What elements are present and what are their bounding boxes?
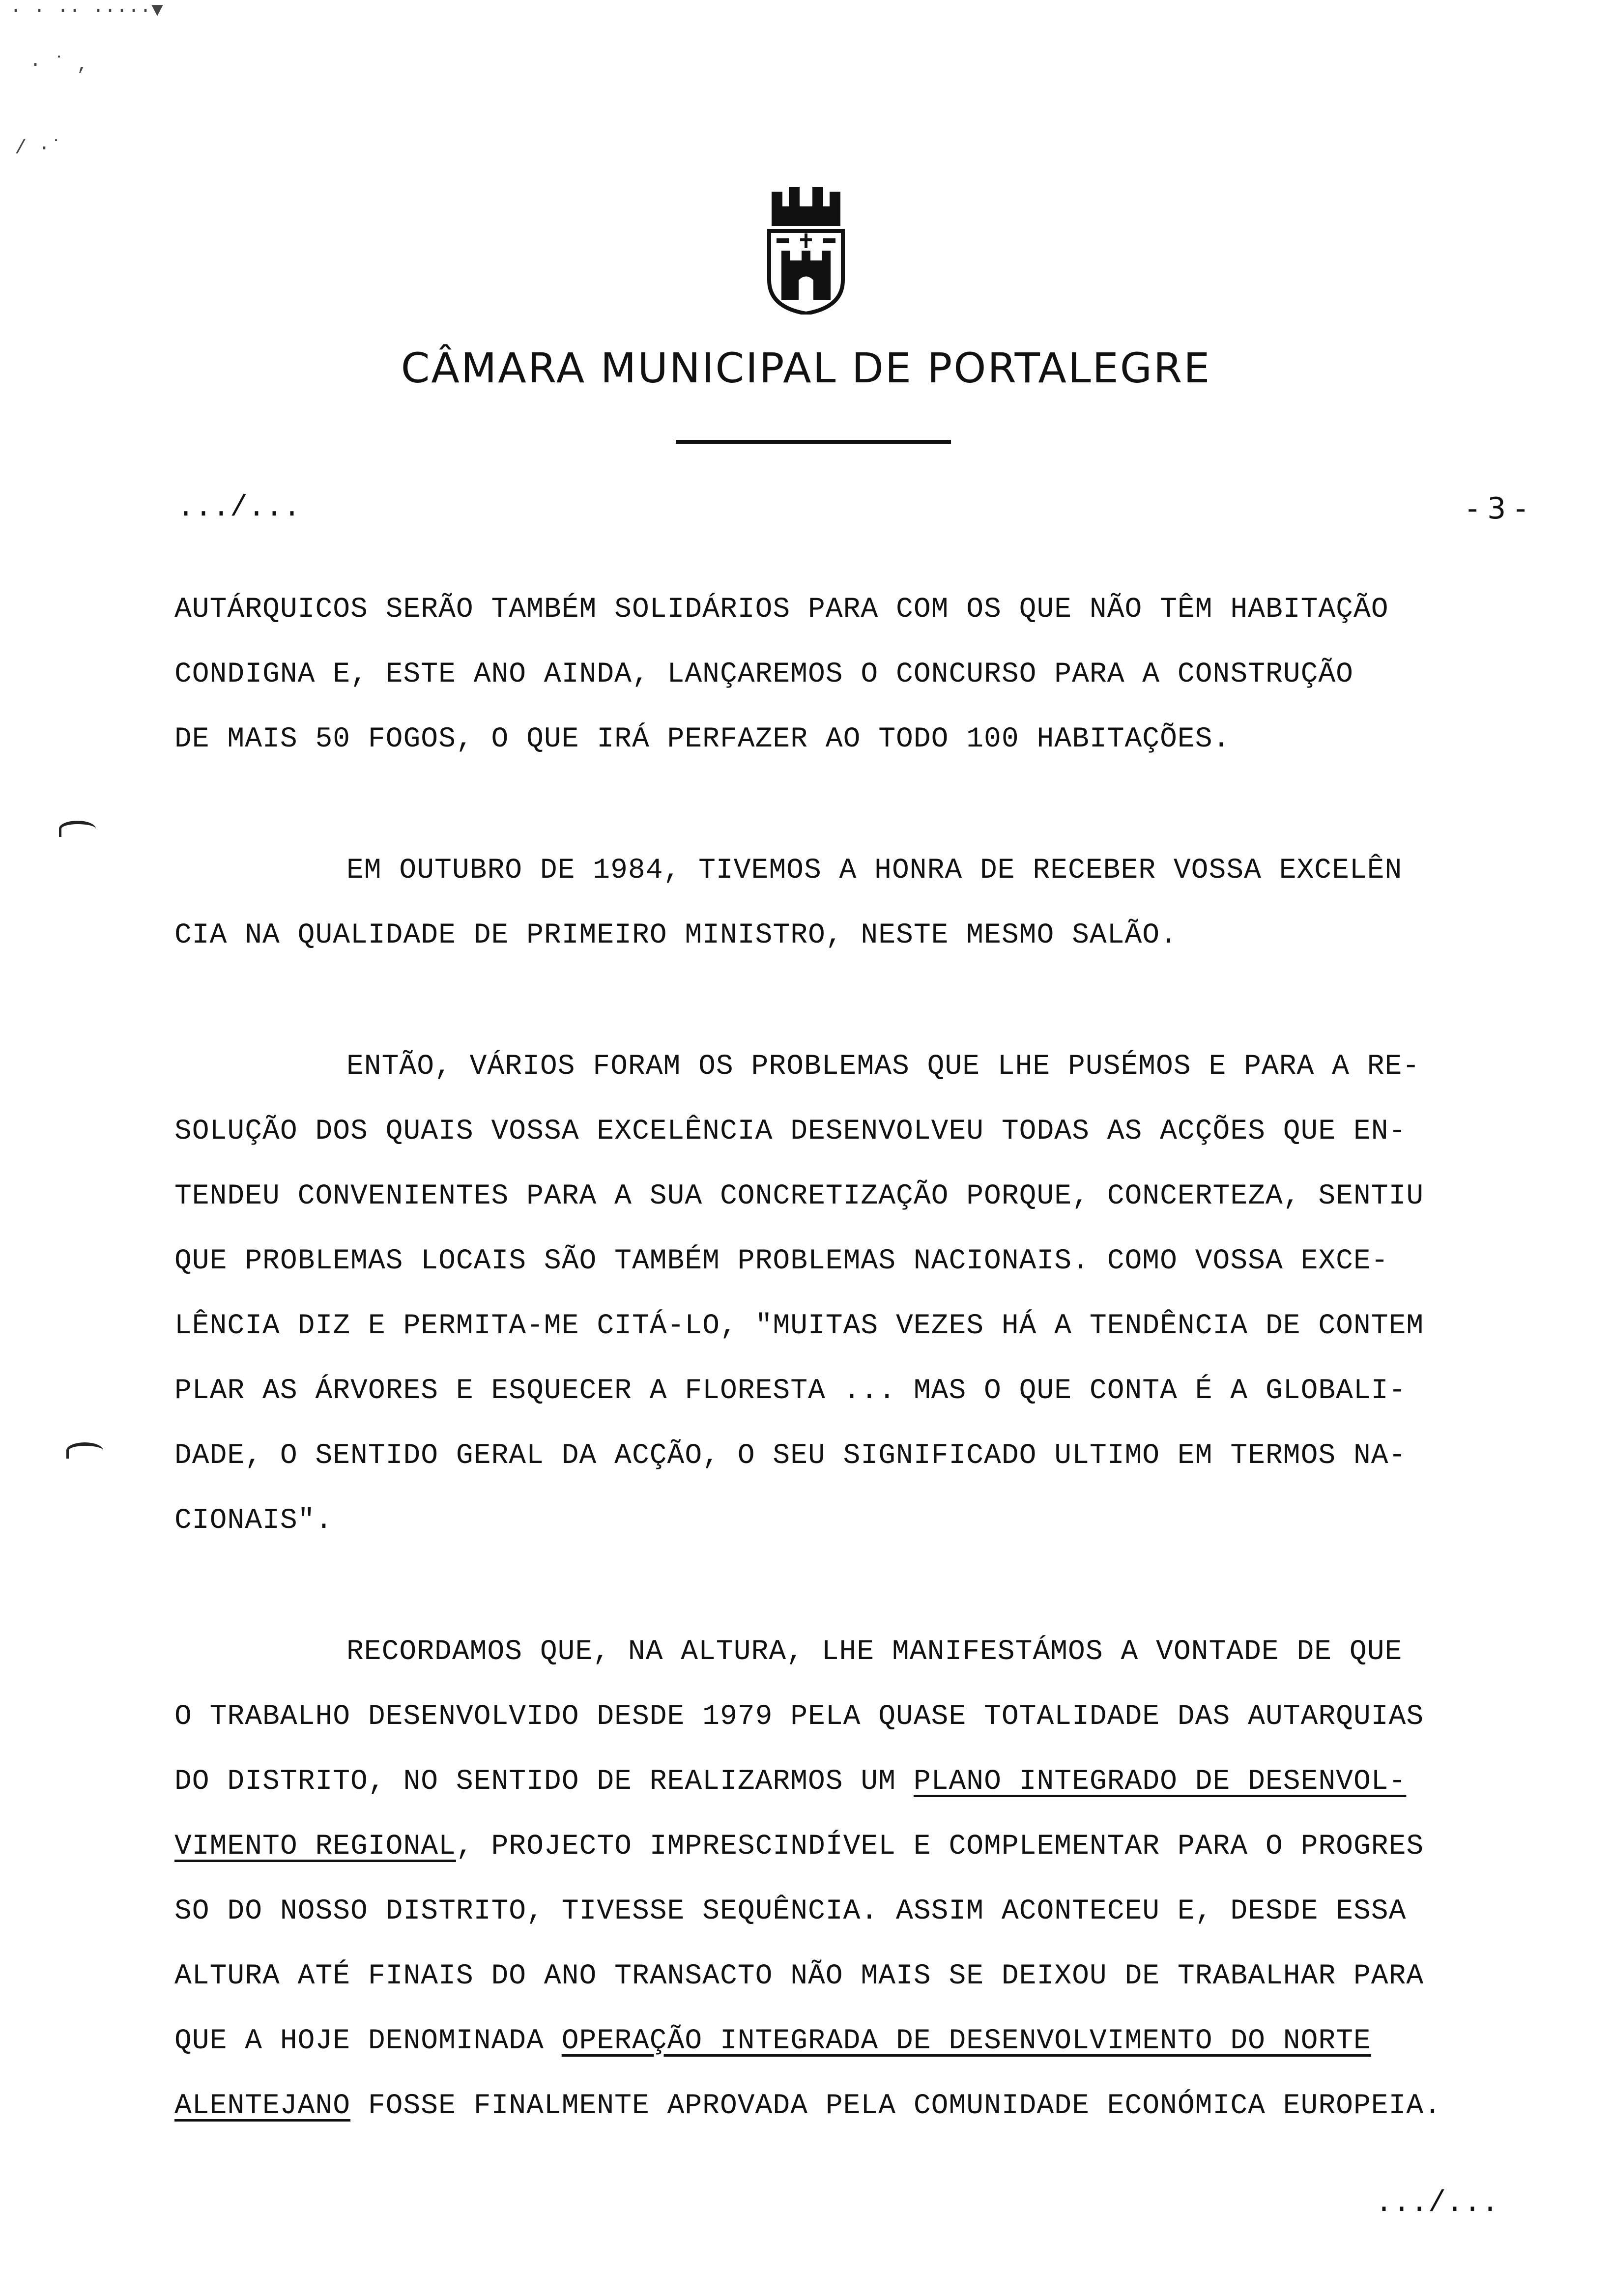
- organization-name: CÂMARA MUNICIPAL DE PORTALEGRE: [401, 344, 1211, 392]
- text-span: QUE A HOJE DENOMINADA: [174, 2025, 562, 2057]
- letter-body: [174, 577, 1560, 2139]
- text-line: ENTÃO, VÁRIOS FORAM OS PROBLEMAS QUE LHE PUSÉMOS E PARA A RE-: [346, 1051, 1420, 1083]
- underlined-plan-title-cont: VIMENTO REGIONAL: [174, 1831, 456, 1863]
- text-line: CONDIGNA E, ESTE ANO AINDA, LANÇAREMOS O CONCURSO PARA A CONSTRUÇÃO: [174, 659, 1353, 690]
- continuation-marker-bottom: .../...: [1375, 2187, 1499, 2220]
- text-line: LÊNCIA DIZ E PERMITA-ME CITÁ-LO, "MUITAS VEZES HÁ A TENDÊNCIA DE CONTEM: [174, 1310, 1424, 1342]
- text-line: PLAR AS ÁRVORES E ESQUECER A FLORESTA ... MAS O QUE CONTA É A GLOBALI-: [174, 1375, 1407, 1407]
- text-span: FOSSE FINALMENTE APROVADA PELA COMUNIDADE ECONÓMICA EUROPEIA.: [350, 2090, 1442, 2122]
- text-line: CIA NA QUALIDADE DE PRIMEIRO MINISTRO, NESTE MESMO SALÃO.: [174, 919, 1178, 951]
- text-line: O TRABALHO DESENVOLVIDO DESDE 1979 PELA QUASE TOTALIDADE DAS AUTARQUIAS: [174, 1701, 1424, 1733]
- paragraph-2: [174, 838, 1560, 968]
- punch-hole-mark: [59, 821, 96, 837]
- paragraph-1: [174, 577, 1560, 772]
- punch-hole-mark: [66, 1442, 103, 1459]
- scan-smudge: · · ·· ·····▼: [10, 0, 164, 22]
- text-line: [174, 1814, 1560, 1879]
- scan-smudge: · ˙ ,: [29, 54, 89, 76]
- text-line: CIONAIS".: [174, 1505, 333, 1537]
- continuation-marker-top: .../...: [177, 491, 301, 525]
- page-number: - 3 -: [1467, 491, 1526, 526]
- text-line: SO DO NOSSO DISTRITO, TIVESSE SEQUÊNCIA. ASSIM ACONTECEU E, DESDE ESSA: [174, 1895, 1407, 1927]
- text-line: SOLUÇÃO DOS QUAIS VOSSA EXCELÊNCIA DESENVOLVEU TODAS AS ACÇÕES QUE EN-: [174, 1116, 1407, 1148]
- text-line: [174, 2074, 1560, 2139]
- text-line: QUE PROBLEMAS LOCAIS SÃO TAMBÉM PROBLEMAS NACIONAIS. COMO VOSSA EXCE-: [174, 1245, 1389, 1277]
- text-line: ALTURA ATÉ FINAIS DO ANO TRANSACTO NÃO MAIS SE DEIXOU DE TRABALHAR PARA: [174, 1960, 1424, 1992]
- text-line: RECORDAMOS QUE, NA ALTURA, LHE MANIFESTÁMOS A VONTADE DE QUE: [346, 1636, 1403, 1668]
- text-line: TENDEU CONVENIENTES PARA A SUA CONCRETIZAÇÃO PORQUE, CONCERTEZA, SENTIU: [174, 1180, 1424, 1212]
- underlined-operation-title: OPERAÇÃO INTEGRADA DE DESENVOLVIMENTO DO NORTE: [561, 2025, 1371, 2057]
- text-line: [174, 2009, 1560, 2074]
- municipal-coat-of-arms-icon: [762, 187, 850, 315]
- text-line: [174, 1750, 1560, 1814]
- letterhead-rule: [676, 440, 951, 444]
- paragraph-3: [174, 1034, 1560, 1553]
- text-span: , PROJECTO IMPRESCINDÍVEL E COMPLEMENTAR PARA O PROGRES: [456, 1831, 1424, 1863]
- underlined-operation-title-cont: ALENTEJANO: [174, 2090, 351, 2122]
- underlined-plan-title: PLANO INTEGRADO DE DESENVOL-: [913, 1766, 1407, 1798]
- text-line: EM OUTUBRO DE 1984, TIVEMOS A HONRA DE RECEBER VOSSA EXCELÊN: [346, 855, 1403, 887]
- text-line: DADE, O SENTIDO GERAL DA ACÇÃO, O SEU SIGNIFICADO ULTIMO EM TERMOS NA-: [174, 1440, 1407, 1472]
- text-line: AUTÁRQUICOS SERÃO TAMBÉM SOLIDÁRIOS PARA COM OS QUE NÃO TÊM HABITAÇÃO: [174, 594, 1389, 626]
- text-span: DO DISTRITO, NO SENTIDO DE REALIZARMOS UM: [174, 1766, 914, 1798]
- text-line: DE MAIS 50 FOGOS, O QUE IRÁ PERFAZER AO TODO 100 HABITAÇÕES.: [174, 723, 1231, 755]
- scan-smudge: / ·˙: [15, 138, 62, 160]
- paragraph-4: [174, 1620, 1560, 2139]
